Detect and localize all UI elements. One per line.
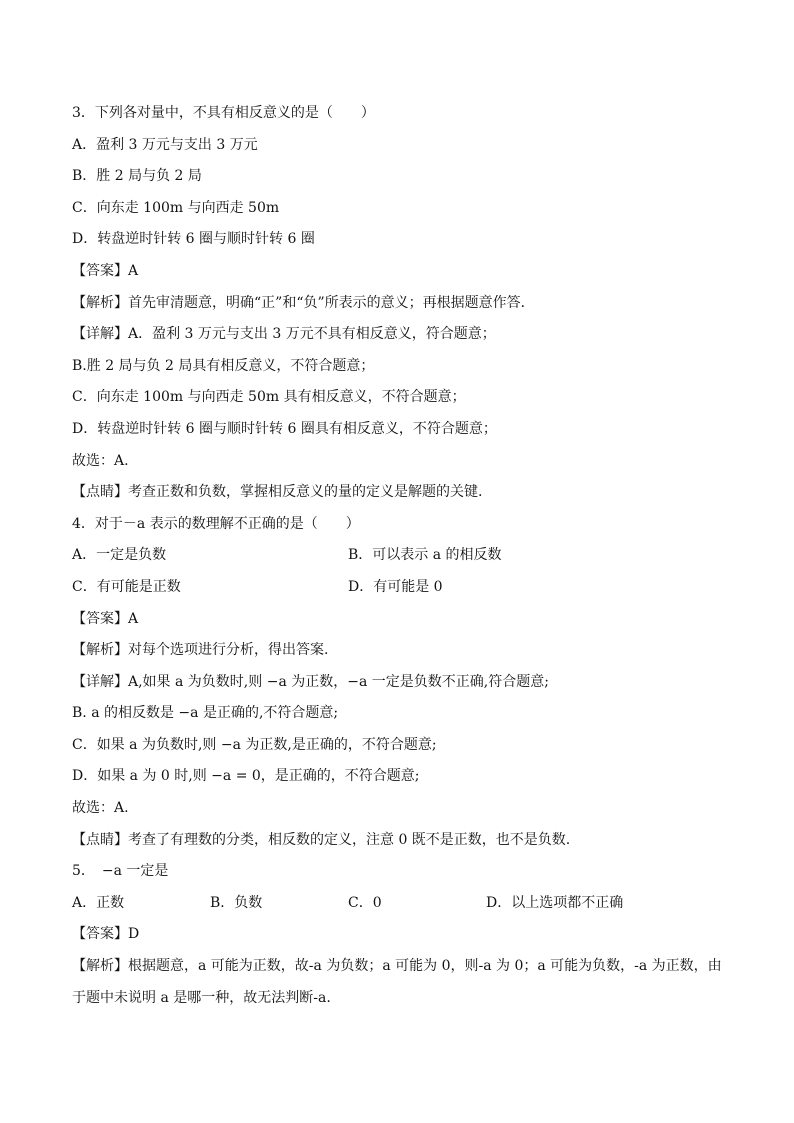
q4-option-b: B．可以表示 a 的相反数 xyxy=(348,547,502,564)
q5-option-b: B．负数 xyxy=(210,894,263,911)
q4-analysis: 【解析】对每个选项进行分析，得出答案. xyxy=(72,642,329,659)
q3-option-c: C．向东走 100m 与向西走 50m xyxy=(72,199,280,216)
q5-option-d: D．以上选项都不正确 xyxy=(486,894,624,911)
q3-option-d: D．转盘逆时针转 6 圈与顺时针转 6 圈 xyxy=(72,231,315,248)
q3-detail-d: D．转盘逆时针转 6 圈与顺时针转 6 圈具有相反意义，不符合题意； xyxy=(72,420,497,437)
q4-detail-b: B. a 的相反数是 −a 是正确的,不符合题意; xyxy=(72,705,339,722)
q3-comment: 【点睛】考查正数和负数，掌握相反意义的量的定义是解题的关键. xyxy=(72,484,483,501)
q5-stem: 5． −a 一定是 xyxy=(72,863,169,880)
q3-answer: 【答案】A xyxy=(72,262,139,279)
q3-option-b: B．胜 2 局与负 2 局 xyxy=(72,168,202,185)
q5-analysis: 【解析】根据题意，a 可能为正数，故-a 为负数；a 可能为 0，则-a 为 0；a 可能为负数，-a 为正数，由于题中未说明 a 是哪一种，故无法判断-a. xyxy=(72,958,722,1006)
q4-detail-a: 【详解】A,如果 a 为负数时,则 −a 为正数，−a 一定是负数不正确,符合题意; xyxy=(72,673,549,690)
q5-option-a: A．正数 xyxy=(72,894,125,911)
q3-detail-c: C．向东走 100m 与向西走 50m 具有相反意义，不符合题意； xyxy=(72,389,466,406)
q4-option-d: D．有可能是 0 xyxy=(348,578,443,595)
q4-options-row-2 xyxy=(72,572,732,604)
q4-answer: 【答案】A xyxy=(72,610,139,627)
q3-choose: 故选：A. xyxy=(72,452,129,469)
document-page xyxy=(72,98,732,1014)
q4-choose: 故选：A. xyxy=(72,800,129,817)
q4-detail-d: D．如果 a 为 0 时,则 −a = 0，是正确的，不符合题意; xyxy=(72,768,420,785)
q4-options-row-1 xyxy=(72,540,732,572)
q4-detail-c: C．如果 a 为负数时,则 −a 为正数,是正确的，不符合题意; xyxy=(72,736,437,753)
q4-option-a: A．一定是负数 xyxy=(72,547,167,564)
q3-option-a: A．盈利 3 万元与支出 3 万元 xyxy=(72,136,258,153)
q3-detail-b: B.胜 2 局与负 2 局具有相反意义，不符合题意； xyxy=(72,357,375,374)
q5-answer: 【答案】D xyxy=(72,926,140,943)
q4-stem: 4．对于－a 表示的数理解不正确的是（ ） xyxy=(72,515,360,532)
q3-detail-a: 【详解】A．盈利 3 万元与支出 3 万元不具有相反意义，符合题意； xyxy=(72,326,496,343)
q3-analysis: 【解析】首先审清题意，明确“正”和“负”所表示的意义；再根据题意作答． xyxy=(72,294,535,311)
q5-option-c: C．0 xyxy=(348,894,382,911)
q4-comment: 【点睛】考查了有理数的分类，相反数的定义，注意 0 既不是正数，也不是负数. xyxy=(72,831,571,848)
q3-stem: 3．下列各对量中，不具有相反意义的是（ ） xyxy=(72,105,375,121)
q5-options-row xyxy=(72,888,732,920)
q4-option-c: C．有可能是正数 xyxy=(72,578,181,595)
